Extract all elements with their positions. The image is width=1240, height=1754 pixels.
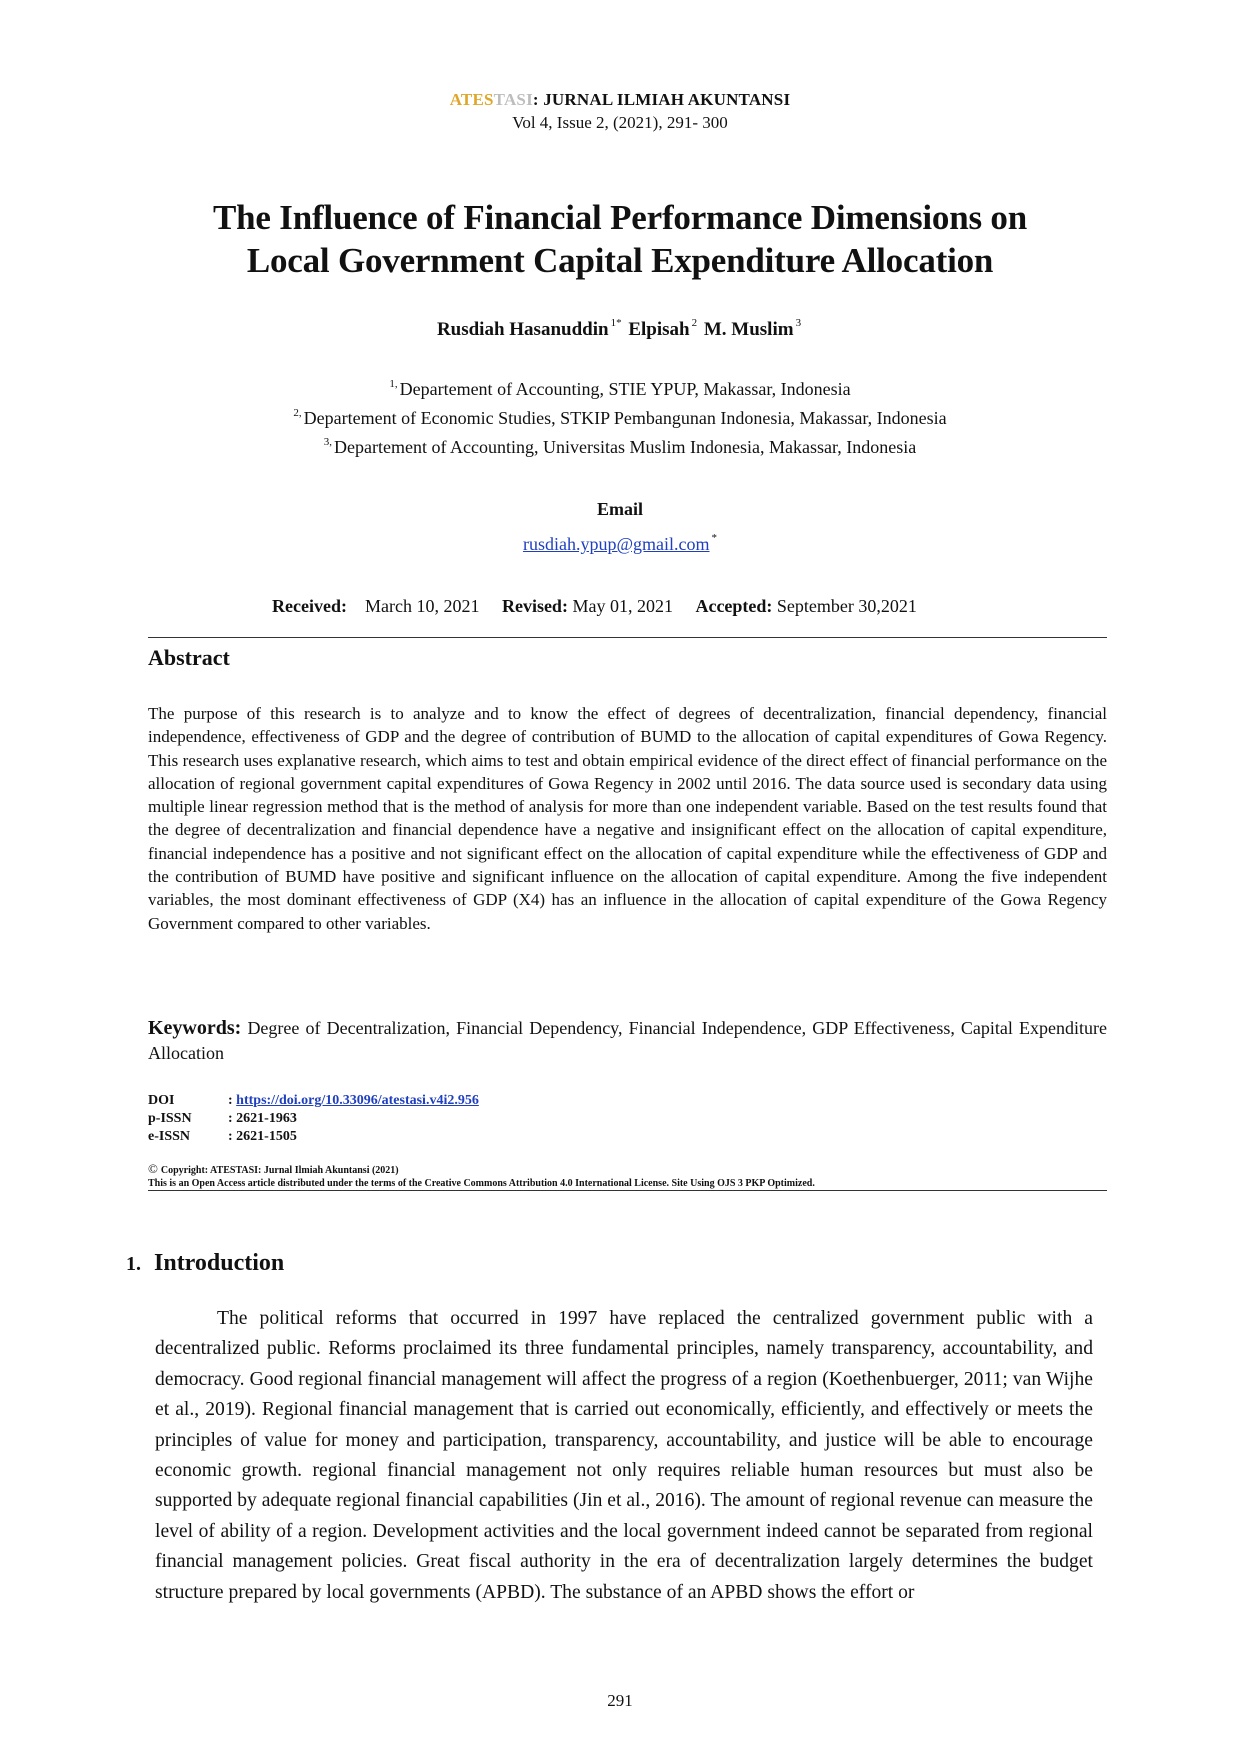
received-date: March 10, 2021	[364, 596, 480, 616]
author-name: Rusdiah Hasanuddin	[436, 319, 609, 340]
email-link[interactable]: rusdiah.ypup@gmail.com	[522, 534, 710, 554]
author-mark: 2	[691, 317, 698, 329]
separator: :	[228, 1093, 237, 1108]
pissn-row	[148, 1110, 479, 1128]
journal-name	[0, 90, 1240, 110]
section-title: Introduction	[154, 1250, 285, 1276]
affiliation-mark: 1,	[389, 378, 398, 390]
divider-top	[148, 637, 1107, 638]
identifier-table	[148, 1092, 479, 1146]
email-mark: *	[711, 532, 718, 544]
author-mark: 1*	[610, 317, 622, 329]
separator: :	[228, 1111, 237, 1126]
author-list	[0, 317, 1240, 341]
doi-label: DOI	[148, 1093, 175, 1108]
affiliation-2	[0, 407, 1240, 429]
affiliation-3	[0, 436, 1240, 458]
copyright-line-1	[148, 1162, 815, 1177]
email-line	[0, 532, 1240, 555]
eissn-value: 2621-1505	[236, 1129, 297, 1144]
paper-title-line-1: The Influence of Financial Performance Dimensions on	[213, 198, 1027, 237]
journal-name-part3: : JURNAL ILMIAH AKUNTANSI	[532, 90, 791, 109]
accepted-date: September 30,2021	[776, 596, 917, 616]
author-name: Elpisah	[628, 319, 690, 340]
page-number: 291	[607, 1691, 633, 1710]
license-line: This is an Open Access article distributed under the terms of the Creative Commons Attribution 4.0 International License. Site Using OJS 3 PKP Optimized.	[148, 1178, 815, 1189]
affiliation-text: Departement of Economic Studies, STKIP Pembangunan Indonesia, Makassar, Indonesia	[303, 408, 947, 428]
affiliation-mark: 2,	[293, 407, 302, 419]
keywords-text: Degree of Decentralization, Financial Dependency, Financial Independence, GDP Effectiveness, Capital Expenditure Allocation	[148, 1018, 1107, 1063]
separator: :	[228, 1129, 237, 1144]
pissn-value: 2621-1963	[236, 1111, 297, 1126]
journal-name-part2: TASI	[493, 90, 533, 109]
keywords-label: Keywords:	[148, 1017, 242, 1039]
revised-label: Revised:	[501, 596, 568, 616]
accepted-label: Accepted:	[695, 596, 773, 616]
copyright-notice	[148, 1162, 815, 1190]
section-number: 1.	[126, 1253, 141, 1275]
affiliation-text: Departement of Accounting, Universitas Muslim Indonesia, Makassar, Indonesia	[334, 437, 917, 457]
received-label: Received:	[272, 596, 347, 616]
eissn-label: e-ISSN	[148, 1129, 191, 1144]
paper-title-line-2: Local Government Capital Expenditure Allocation	[246, 241, 994, 280]
pissn-label: p-ISSN	[148, 1111, 192, 1126]
affiliation-mark: 3,	[323, 436, 333, 448]
email-label: Email	[596, 499, 643, 519]
revised-date: May 01, 2021	[572, 596, 673, 616]
introduction-heading	[126, 1250, 284, 1277]
keywords	[148, 1016, 1107, 1066]
paper-title	[0, 196, 1240, 282]
author-mark: 3	[795, 317, 802, 329]
doi-row	[148, 1092, 479, 1110]
copyright-icon: ©	[148, 1161, 158, 1176]
journal-name-part1: ATES	[449, 90, 494, 109]
abstract-heading: Abstract	[148, 645, 230, 670]
introduction-text: The political reforms that occurred in 1997 have replaced the centralized government public with a decentralized public. Reforms proclaimed its three fundamental principles, namely transparency, accountability, and democracy. Good regional financial management will affect the progress of a region (Koethenbuerger, 2011; van Wijhe et al., 2019). Regional financial management that is carried out economically, efficiently, and effectively or meets the principles of value for money and participation, transparency, accountability, and justice will be able to encourage economic growth. regional financial management not only requires reliable human resources but must also be supported by adequate regional financial capabilities (Jin et al., 2016). The amount of regional revenue can measure the level of ability of a region. Development activities and the local government indeed cannot be separated from regional financial management policies. Great fiscal authority in the era of decentralization largely determines the budget structure prepared by local governments (APBD). The substance of an APBD shows the effort or	[155, 1308, 1093, 1603]
author-name: M. Muslim	[703, 319, 794, 340]
divider-bottom	[148, 1190, 1107, 1191]
eissn-row	[148, 1128, 479, 1146]
doi-link[interactable]: https://doi.org/10.33096/atestasi.v4i2.956	[236, 1093, 479, 1108]
journal-volume: Vol 4, Issue 2, (2021), 291- 300	[512, 113, 728, 132]
abstract-text: The purpose of this research is to analyze and to know the effect of degrees of decentralization, financial dependency, financial independence, effectiveness of GDP and the degree of contribution of BUMD to the allocation of capital expenditures of Gowa Regency. This research uses explanative research, which aims to test and obtain empirical evidence of the direct effect of financial performance on the allocation of regional government capital expenditures of Gowa Regency in 2002 until 2016. The data source used is secondary data using multiple linear regression method that is the method of analysis for more than one independent variable. Based on the test results found that the degree of decentralization and financial dependence have a negative and insignificant effect on the allocation of capital expenditure, financial independence has a positive and not significant effect on the allocation of capital expenditure while the effectiveness of GDP and the contribution of BUMD have positive and significant influence on the allocation of capital expenditure. Among the five independent variables, the most dominant effectiveness of GDP (X4) has an influence in the allocation of capital expenditure of the Gowa Regency Government compared to other variables.	[148, 704, 1107, 933]
affiliation-1	[0, 378, 1240, 400]
copyright-text: Copyright: ATESTASI: Jurnal Ilmiah Akuntansi (2021)	[160, 1165, 399, 1176]
affiliation-text: Departement of Accounting, STIE YPUP, Makassar, Indonesia	[399, 379, 851, 399]
article-dates	[272, 596, 917, 617]
